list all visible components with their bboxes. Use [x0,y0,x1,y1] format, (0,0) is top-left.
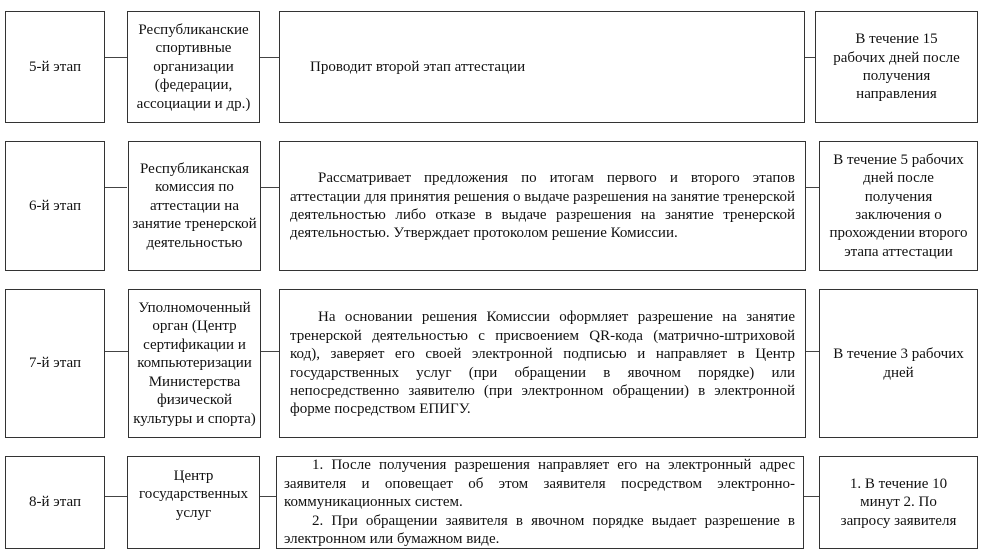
actor-label: Центр государственных услуг [139,468,248,521]
description-text: Рассматривает предложения по итогам первого и второго этапов аттестации для принятия решения о выдаче разрешения на занятие тренерской деятельностью либо отказе в выдаче разрешения на занятие тренерской деятельностью. Утверждает протоколом решение Комиссии. [290,170,795,242]
connector-line [259,187,279,188]
connector-line [805,187,819,188]
stage-label: 7-й этап [29,355,81,372]
description-box [276,456,804,549]
actor-box [127,456,260,549]
actor-box [127,11,260,123]
stage-label: 5-й этап [29,58,81,75]
actor-box [128,141,261,271]
term-label: В течение 15 рабочих дней после получения направления [833,31,960,103]
actor-box [128,289,261,438]
term-box [815,11,978,123]
connector-line [259,57,279,58]
actor-label: Республиканские спортивные организации (федерации, ассоциации и др.) [136,21,251,112]
connector-line [104,496,127,497]
connector-line [104,351,128,352]
term-label: В течение 5 рабочих дней после получения заключения о прохождении второго этапа аттестации [829,151,968,260]
term-box [819,456,978,549]
stage-box [5,456,105,549]
connector-line [259,496,277,497]
description-text: Проводит второй этап аттестации [310,58,526,75]
connector-line [804,57,815,58]
stage-label: 8-й этап [29,494,81,511]
description-box [279,289,806,438]
stage-box [5,289,105,438]
description-item: 2. При обращении заявителя в явочном порядке выдает разрешение в электронном или бумажном виде. [284,512,795,548]
term-box [819,289,978,438]
connector-line [803,496,819,497]
description-item: 1. После получения разрешения направляет его на электронный адрес заявителя и оповещает об этом заявителя посредством электронно-коммуникационных систем. [284,457,795,511]
actor-label: Республиканская комиссия по аттестации на занятие тренерской деятельностью [132,160,257,251]
connector-line [805,351,819,352]
stage-label: 6-й этап [29,197,81,214]
term-label: 1. В течение 10 минут 2. По запросу заявителя [840,475,957,529]
description-box [279,141,806,271]
stage-box [5,141,105,271]
description-text: На основании решения Комиссии оформляет разрешение на занятие тренерской деятельностью с присвоением QR-кода (матрично-штриховой код), заверяет его своей электронной подписью и направляет в Центр государственных услуг (при обращении в явочном порядке) или непосредственно заявителю (при электронном обращении) в электронной форме посредством ЕПИГУ. [290,309,795,418]
term-label: В течение 3 рабочих дней [833,346,964,381]
term-box [819,141,978,271]
actor-label: Уполномоченный орган (Центр сертификации и компьютеризации Министерства физической культуры и спорта) [133,300,256,427]
connector-line [104,187,127,188]
connector-line [104,57,127,58]
connector-line [260,351,279,352]
stage-box [5,11,105,123]
description-box [279,11,805,123]
